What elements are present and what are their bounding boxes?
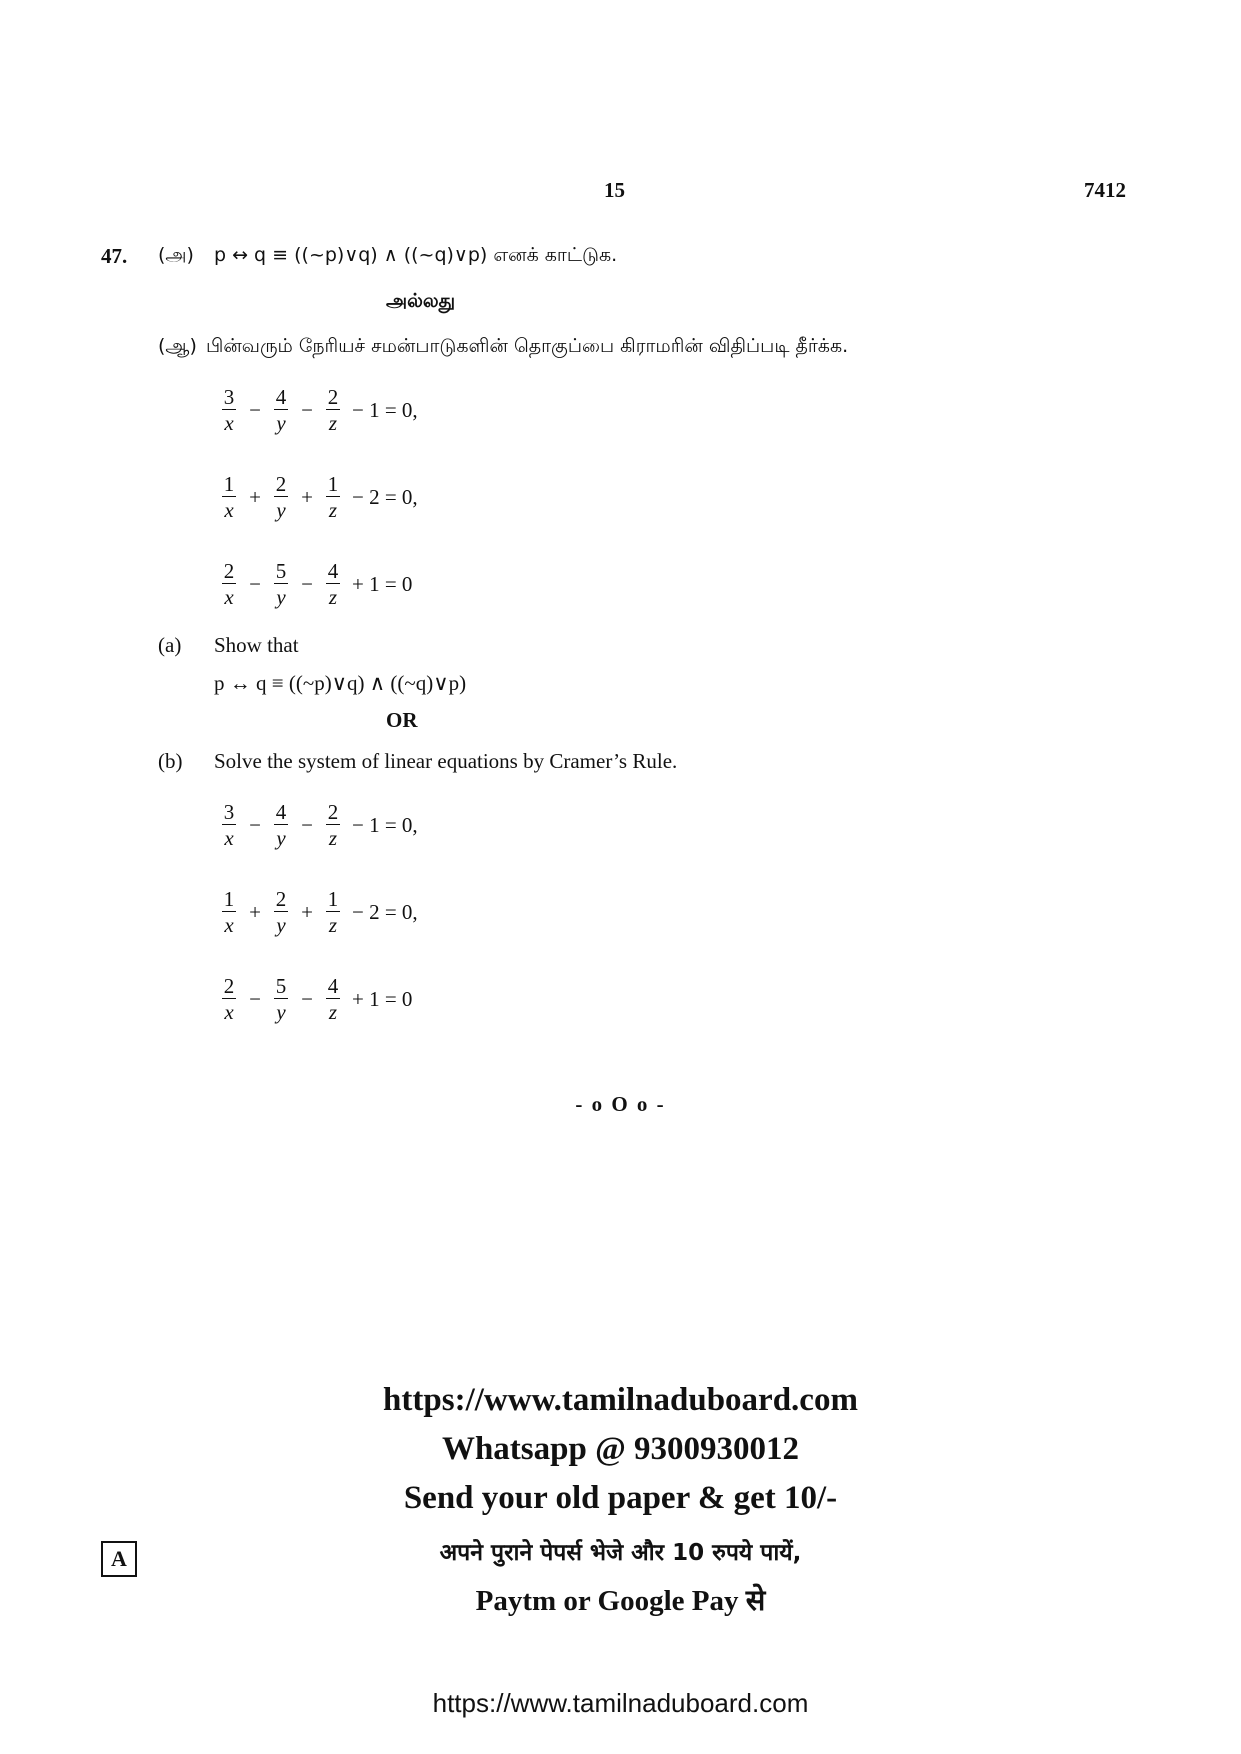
operator: + (249, 899, 261, 924)
equation-row (216, 884, 418, 940)
fraction (270, 559, 292, 610)
operator: − (301, 812, 313, 837)
advert-payment: Paytm or Google Pay से (475, 1585, 766, 1617)
equation-tail: − 1 = 0, (352, 397, 418, 422)
denominator: x (224, 497, 234, 522)
fraction (218, 887, 240, 938)
denominator: z (328, 999, 338, 1024)
fraction (322, 974, 344, 1025)
fraction (322, 559, 344, 610)
tamil-part-b-text: பின்வரும் நேரியச் சமன்பாடுகளின் தொகுப்பை கிராமரின் விதிப்படி தீர்க்க. (206, 335, 849, 357)
numerator: 2 (275, 886, 287, 911)
english-part-a-text: Show that (214, 633, 299, 657)
numerator: 2 (327, 799, 339, 824)
equation-row (216, 469, 418, 525)
end-mark: - o O o - (575, 1092, 666, 1116)
fraction (322, 800, 344, 851)
numerator: 2 (223, 558, 235, 583)
fraction (322, 887, 344, 938)
paper-code: 7412 (1084, 178, 1126, 202)
fraction (218, 800, 240, 851)
advert-hindi: अपने पुराने पेपर्स भेजे और 10 रुपये पायें, (439, 1540, 802, 1566)
fraction (218, 472, 240, 523)
denominator: y (276, 999, 286, 1024)
operator: − (249, 571, 261, 596)
denominator: z (328, 497, 338, 522)
english-part-a-expression: p ↔ q ≡ ((~p)∨q) ∧ ((~q)∨p) (214, 671, 467, 695)
english-or: OR (386, 708, 418, 732)
fraction (270, 887, 292, 938)
tamil-or: அல்லது (386, 290, 456, 312)
numerator: 1 (327, 886, 339, 911)
fraction (218, 559, 240, 610)
denominator: x (224, 410, 234, 435)
fraction (270, 472, 292, 523)
tamil-part-a-label: (அ) (158, 244, 194, 266)
denominator: y (276, 584, 286, 609)
fraction (218, 974, 240, 1025)
numerator: 4 (327, 973, 339, 998)
operator: − (301, 986, 313, 1011)
english-part-b-text: Solve the system of linear equations by Cramer’s Rule. (214, 749, 678, 773)
denominator: y (276, 410, 286, 435)
denominator: y (276, 825, 286, 850)
denominator: z (328, 825, 338, 850)
equation-row (216, 556, 412, 612)
operator: − (249, 812, 261, 837)
numerator: 4 (275, 384, 287, 409)
fraction (270, 974, 292, 1025)
equation-row (216, 971, 412, 1027)
fraction (270, 800, 292, 851)
numerator: 1 (223, 886, 235, 911)
advert-whatsapp: Whatsapp @ 9300930012 (441, 1431, 800, 1467)
fraction (270, 385, 292, 436)
denominator: y (276, 912, 286, 937)
numerator: 4 (275, 799, 287, 824)
numerator: 2 (223, 973, 235, 998)
series-box: A (101, 1541, 137, 1577)
fraction (218, 385, 240, 436)
numerator: 5 (275, 558, 287, 583)
equation-tail: − 1 = 0, (352, 812, 418, 837)
tamil-part-a-text: p ↔ q ≡ ((~p)∨q) ∧ ((~q)∨p) எனக் காட்டுக. (214, 244, 618, 266)
equation-tail: + 1 = 0 (352, 571, 413, 596)
equation-tail: + 1 = 0 (352, 986, 413, 1011)
numerator: 1 (223, 471, 235, 496)
numerator: 3 (223, 799, 235, 824)
denominator: x (224, 912, 234, 937)
denominator: x (224, 999, 234, 1024)
denominator: z (328, 410, 338, 435)
numerator: 4 (327, 558, 339, 583)
question-number: 47. (101, 244, 128, 268)
tamil-part-b-label: (ஆ) (158, 335, 197, 357)
equation-tail: − 2 = 0, (352, 484, 418, 509)
fraction (322, 385, 344, 436)
denominator: x (224, 825, 234, 850)
numerator: 1 (327, 471, 339, 496)
operator: − (249, 397, 261, 422)
numerator: 5 (275, 973, 287, 998)
equation-row (216, 797, 418, 853)
advert-send-paper: Send your old paper & get 10/- (403, 1480, 838, 1516)
denominator: x (224, 584, 234, 609)
numerator: 2 (275, 471, 287, 496)
operator: − (249, 986, 261, 1011)
denominator: z (328, 912, 338, 937)
fraction (322, 472, 344, 523)
english-part-b-label: (b) (158, 749, 183, 773)
advert-url: https://www.tamilnaduboard.com (383, 1382, 858, 1418)
numerator: 3 (223, 384, 235, 409)
english-part-a-label: (a) (158, 633, 182, 657)
denominator: y (276, 497, 286, 522)
operator: + (301, 484, 313, 509)
page-number: 15 (604, 178, 625, 202)
operator: + (249, 484, 261, 509)
denominator: z (328, 584, 338, 609)
numerator: 2 (327, 384, 339, 409)
footer-url[interactable]: https://www.tamilnaduboard.com (432, 1688, 809, 1718)
operator: − (301, 571, 313, 596)
equation-tail: − 2 = 0, (352, 899, 418, 924)
equation-row (216, 382, 418, 438)
operator: + (301, 899, 313, 924)
operator: − (301, 397, 313, 422)
